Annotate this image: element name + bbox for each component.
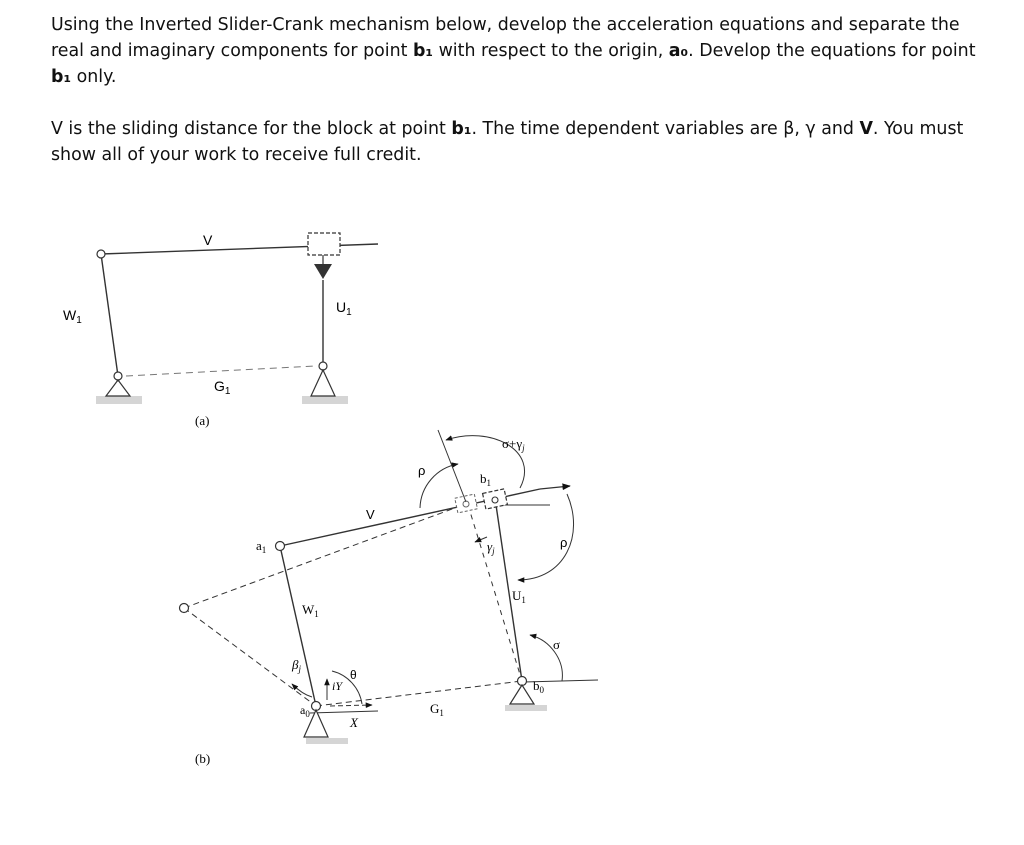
arc-gamma [475, 537, 487, 542]
problem-text: Using the Inverted Slider-Crank mechanism below, develop the acceleration equations and separate the real and imaginary components for point [51, 15, 960, 61]
pin-joint-top-left [97, 250, 105, 258]
sliding-distance-term: V [859, 119, 873, 139]
link-w1 [101, 254, 118, 376]
origin-a0-term: a₀ [668, 41, 689, 61]
label-b-theta: θ [350, 668, 357, 682]
problem-text: . The time dependent variables are β, γ and [471, 119, 860, 139]
label-b-v: V [366, 507, 375, 522]
ground-shadow-b0 [505, 705, 547, 711]
ground-link-g1 [126, 366, 315, 376]
arc-rho-top [420, 464, 458, 508]
problem-text: . Develop the equations for point [688, 41, 976, 61]
label-b-gamma: $\gamma_j$ [487, 539, 495, 556]
rho-reference [438, 430, 466, 502]
arc-beta [292, 684, 312, 697]
link-w1-b [280, 546, 316, 706]
problem-text: V is the sliding distance for the block at point [51, 119, 452, 139]
problem-text: only. [71, 67, 117, 87]
problem-text: with respect to the origin, [433, 41, 669, 61]
label-b-sigma-gamma: $\sigma+\gamma_j$ [502, 436, 525, 453]
label-b-beta: $\beta_j$ [292, 657, 301, 674]
label-b-sigma: σ [553, 637, 561, 652]
label-b-w1: $W_1$ [302, 602, 319, 619]
figure-b [180, 430, 599, 766]
ground-line-a0 [310, 711, 378, 713]
figure-a-label: (a) [195, 413, 210, 428]
label-b-iy: iY [332, 679, 343, 693]
support-left-icon [106, 380, 130, 396]
point-b1-term: b₁ [51, 67, 72, 87]
label-b-b0: $b_0$ [533, 678, 544, 695]
label-a-u1: $U_1$ [336, 299, 352, 318]
ground-right [302, 396, 348, 404]
label-b-rho-right: ρ [560, 535, 568, 550]
label-b-b1: $b_1$ [480, 471, 491, 488]
pin-joint-a1 [276, 542, 285, 551]
label-b-rho-top: ρ [418, 463, 426, 478]
label-a-g1: $G_1$ [214, 378, 231, 397]
pin-joint-bottom-left [114, 372, 122, 380]
label-b-g1: $G_1$ [430, 701, 444, 718]
label-b-a1: $a_1$ [256, 538, 267, 555]
axis-x-arrow [330, 705, 372, 706]
dashed-v-prior [184, 505, 463, 608]
figure-a [63, 232, 378, 428]
ground-shadow-a0 [306, 738, 348, 744]
support-right-icon [311, 370, 335, 396]
label-b-a0: $a_0$ [300, 703, 310, 719]
ground-link-g1-b [316, 681, 522, 706]
label-b-u1: $U_1$ [512, 588, 526, 605]
slider-pin-b1 [492, 497, 498, 503]
ground-left [96, 396, 142, 404]
slider-pivot-triangle [314, 264, 332, 279]
figure-b-label: (b) [195, 751, 211, 766]
pin-joint-prior [180, 604, 189, 613]
point-b1-term: b₁ [412, 41, 434, 61]
coupler-extension [540, 486, 570, 489]
point-b1-term: b₁ [451, 119, 472, 139]
slider-block [308, 233, 340, 255]
problem-text: . You must show all of your work to receive full credit. [51, 119, 964, 165]
label-a-w1: $W_1$ [63, 307, 82, 326]
label-b-x: X [350, 715, 358, 730]
support-b0-icon [510, 685, 534, 704]
label-a-v: V [203, 232, 213, 248]
